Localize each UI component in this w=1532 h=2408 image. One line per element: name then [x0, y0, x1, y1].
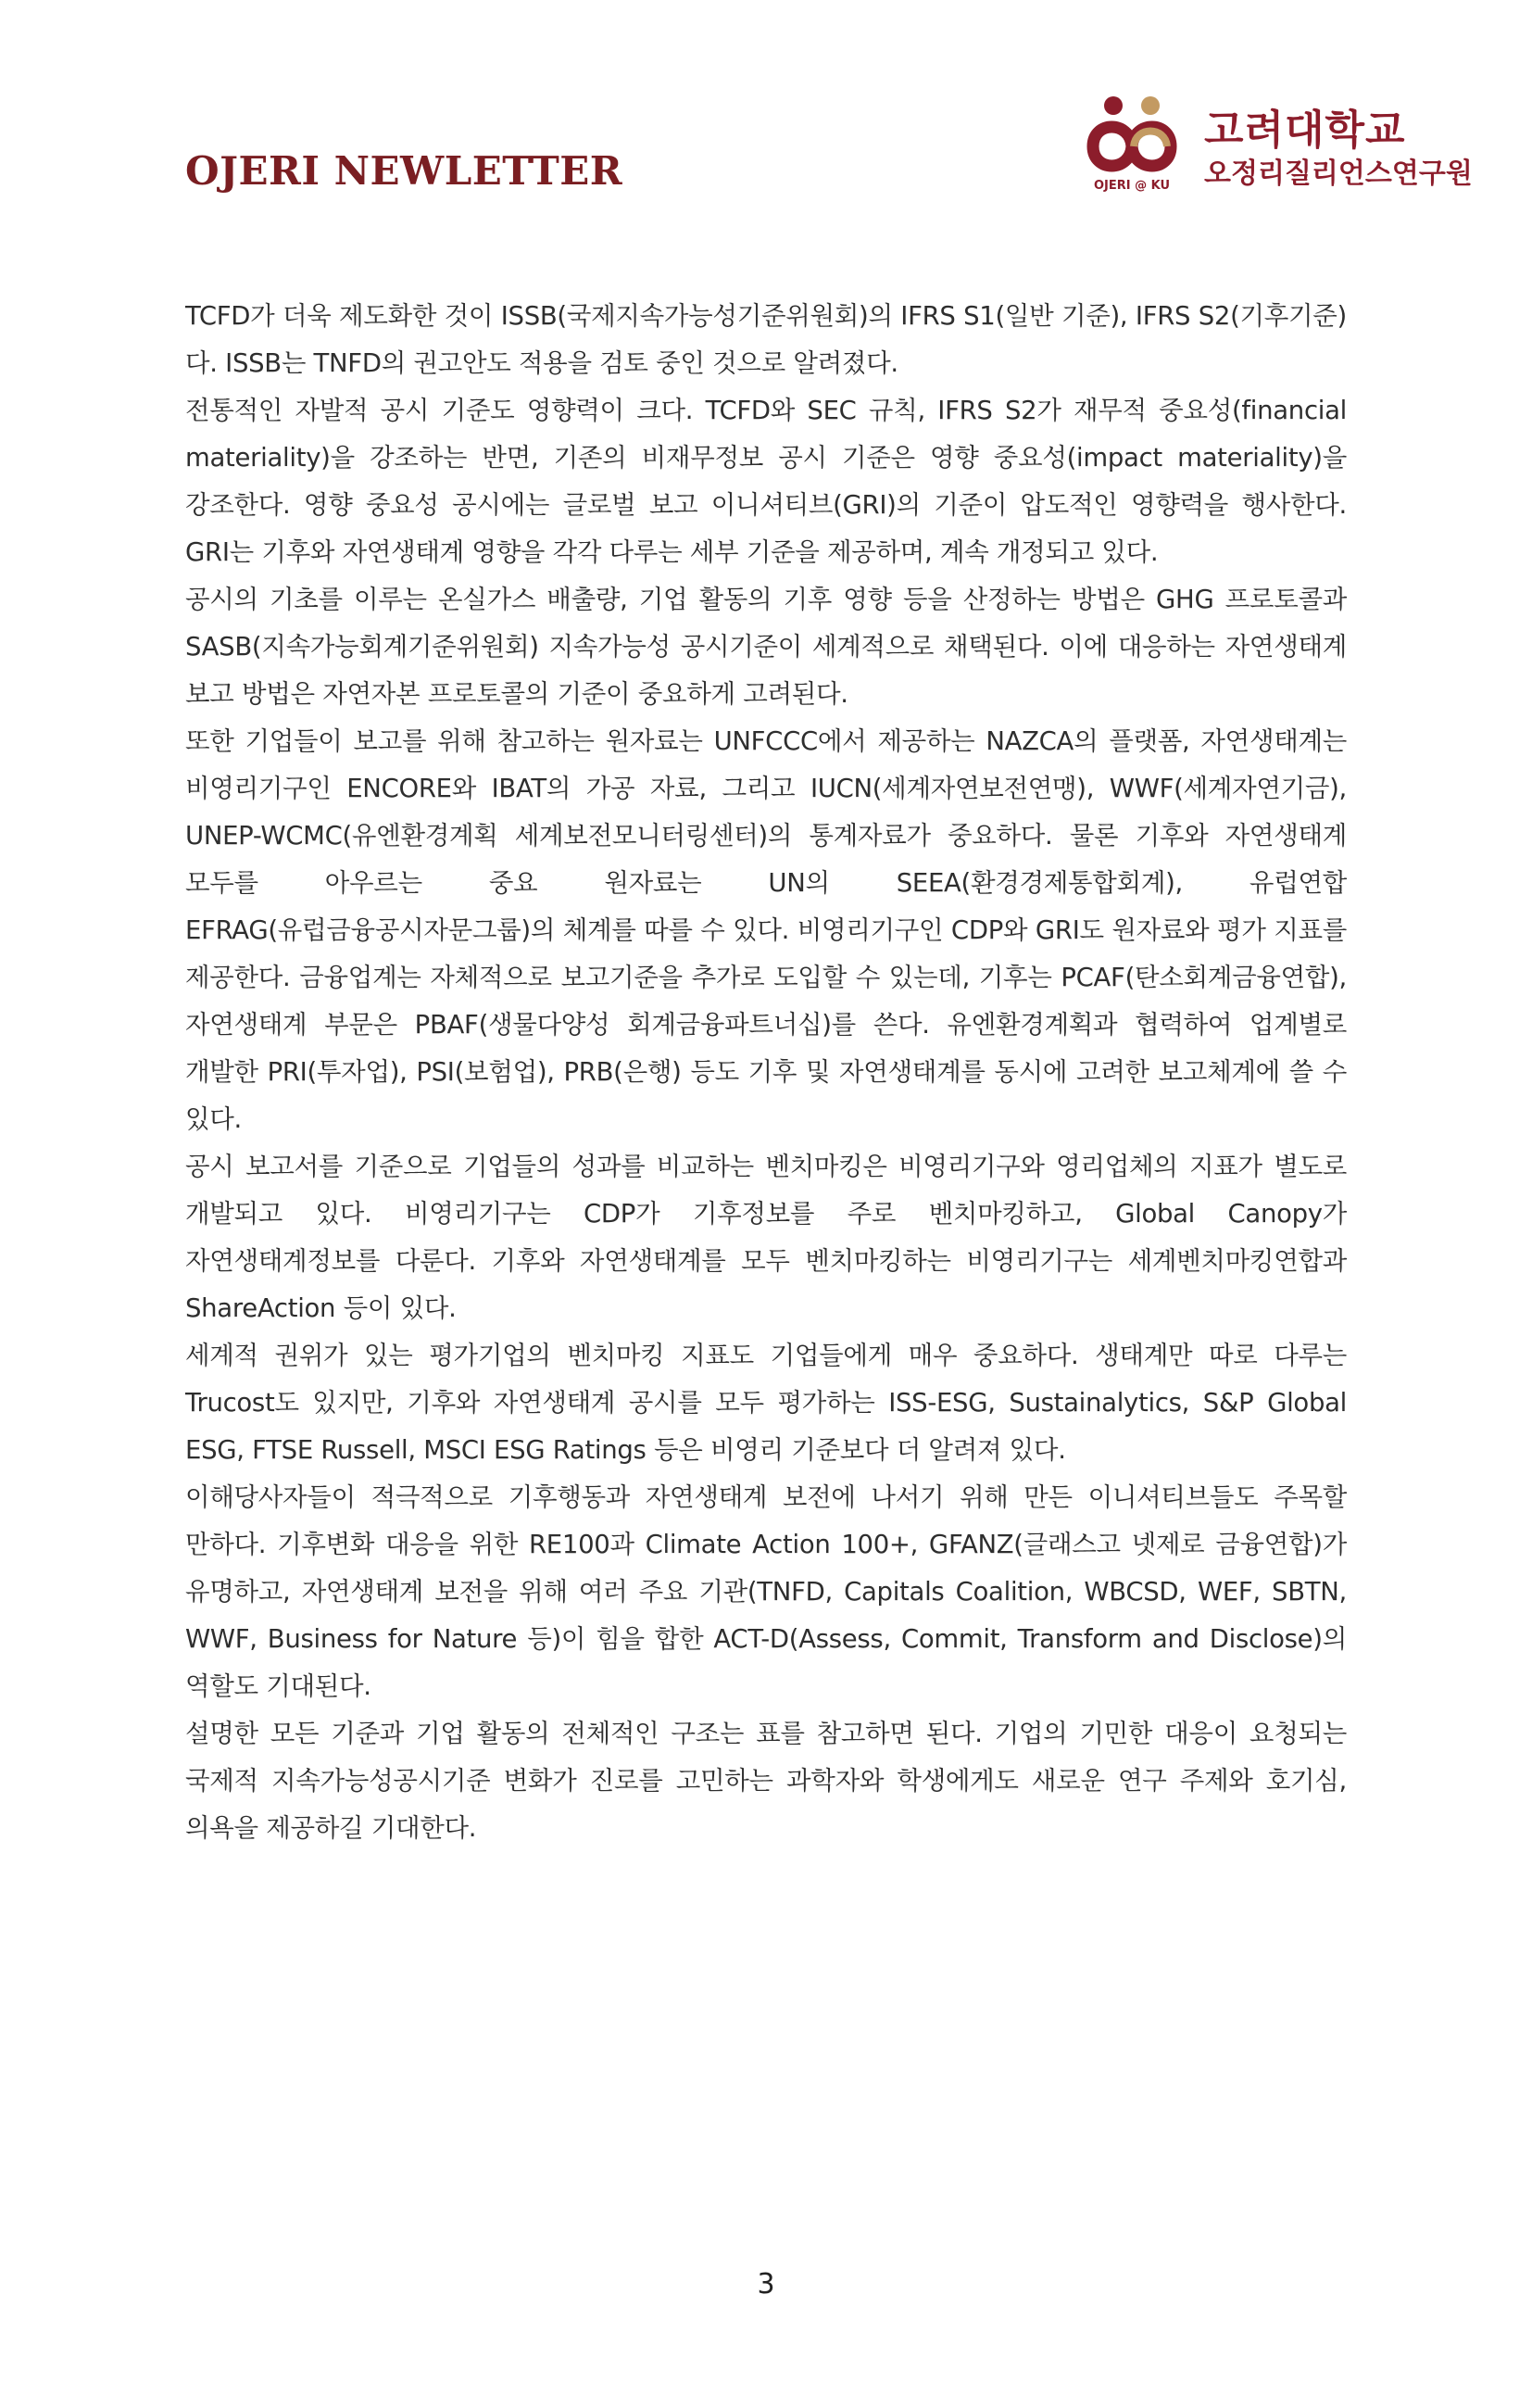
page-header	[0, 0, 1532, 241]
page-number: 3	[757, 2268, 775, 2301]
paragraph: 설명한 모든 기준과 기업 활동의 전체적인 구조는 표를 참고하면 된다. 기업의 기민한 대응이 요청되는 국제적 지속가능성공시기준 변화가 진로를 고민하는 과학자와 학생에게도 새로운 연구 주제와 호기심, 의욕을 제공하길 기대한다.	[185, 1719, 1347, 1843]
paragraph: 공시 보고서를 기준으로 기업들의 성과를 비교하는 벤치마킹은 비영리기구와 영리업체의 지표가 별도로 개발되고 있다. 비영리기구는 CDP가 기후정보를 주로 벤치마킹하고, Global Canopy가 자연생태계정보를 다룬다. 기후와 자연생태계를 모두 벤치마킹하는 비영리기구는 세계벤치마킹연합과 ShareAction 등이 있다.	[185, 1152, 1347, 1323]
newsletter-title: OJERI NEWLETTER	[185, 148, 623, 194]
university-name: 고려대학교	[1204, 107, 1406, 154]
paragraph: 이해당사자들이 적극적으로 기후행동과 자연생태계 보전에 나서기 위해 만든 이니셔티브들도 주목할 만하다. 기후변화 대응을 위한 RE100과 Climate Action 100+, GFANZ(글래스고 넷제로 금융연합)가 유명하고, 자연생태계 보전을 위해 여러 주요 기관(TNFD, Capitals Coalition, WBCSD, WEF, SBTN, WWF, Business for Nature 등)이 힘을 합한 ACT-D(Assess, Commit, Transform and Disclose)의 역할도 기대된다.	[185, 1482, 1347, 1701]
ojeri-logo-mark-icon	[1074, 93, 1195, 195]
institute-name: 오정리질리언스연구원	[1204, 158, 1473, 190]
paragraph: 또한 기업들이 보고를 위해 참고하는 원자료는 UNFCCC에서 제공하는 NAZCA의 플랫폼, 자연생태계는 비영리기구인 ENCORE와 IBAT의 가공 자료, 그리고 IUCN(세계자연보전연맹), WWF(세계자연기금), UNEP-WCMC(유엔환경계획 세계보전모니터링센터)의 통계자료가 중요하다. 물론 기후와 자연생태계 모두를 아우르는 중요 원자료는 UN의 SEEA(환경경제통합회계), 유럽연합 EFRAG(유럽금융공시자문그룹)의 체계를 따를 수 있다. 비영리기구인 CDP와 GRI도 원자료와 평가 지표를 제공한다. 금융업계는 자체적으로 보고기준을 추가로 도입할 수 있는데, 기후는 PCAF(탄소회계금융연합), 자연생태계 부문은 PBAF(생물다양성 회계금융파트너십)를 쓴다. 유엔환경계획과 협력하여 업계별로 개발한 PRI(투자업), PSI(보험업), PRB(은행) 등도 기후 및 자연생태계를 동시에 고려한 보고체계에 쓸 수 있다.	[185, 726, 1348, 1134]
article-body	[185, 293, 1347, 1852]
university-logo	[1074, 93, 1473, 195]
paragraph: 세계적 권위가 있는 평가기업의 벤치마킹 지표도 기업들에게 매우 중요하다. 생태계만 따로 다루는 Trucost도 있지만, 기후와 자연생태계 공시를 모두 평가하는 ISS-ESG, Sustainalytics, S&P Global ESG, FTSE Russell, MSCI ESG Ratings 등은 비영리 기준보다 더 알려져 있다.	[185, 1341, 1347, 1465]
paragraph: 전통적인 자발적 공시 기준도 영향력이 크다. TCFD와 SEC 규칙, IFRS S2가 재무적 중요성(financial materiality)을 강조하는 반면, 기존의 비재무정보 공시 기준은 영향 중요성(impact materiality)을 강조한다. 영향 중요성 공시에는 글로벌 보고 이니셔티브(GRI)의 기준이 압도적인 영향력을 행사한다. GRI는 기후와 자연생태계 영향을 각각 다루는 세부 기준을 제공하며, 계속 개정되고 있다.	[185, 396, 1347, 567]
logo-mark-text: OJERI @ KU	[1093, 179, 1171, 193]
paragraph: 공시의 기초를 이루는 온실가스 배출량, 기업 활동의 기후 영향 등을 산정하는 방법은 GHG 프로토콜과 SASB(지속가능회계기준위원회) 지속가능성 공시기준이 세계적으로 채택된다. 이에 대응하는 자연생태계 보고 방법은 자연자본 프로토콜의 기준이 중요하게 고려된다.	[185, 585, 1347, 709]
paragraph: TCFD가 더욱 제도화한 것이 ISSB(국제지속가능성기준위원회)의 IFRS S1(일반 기준), IFRS S2(기후기준)다. ISSB는 TNFD의 권고안도 적용을 검토 중인 것으로 알려졌다.	[185, 301, 1347, 378]
